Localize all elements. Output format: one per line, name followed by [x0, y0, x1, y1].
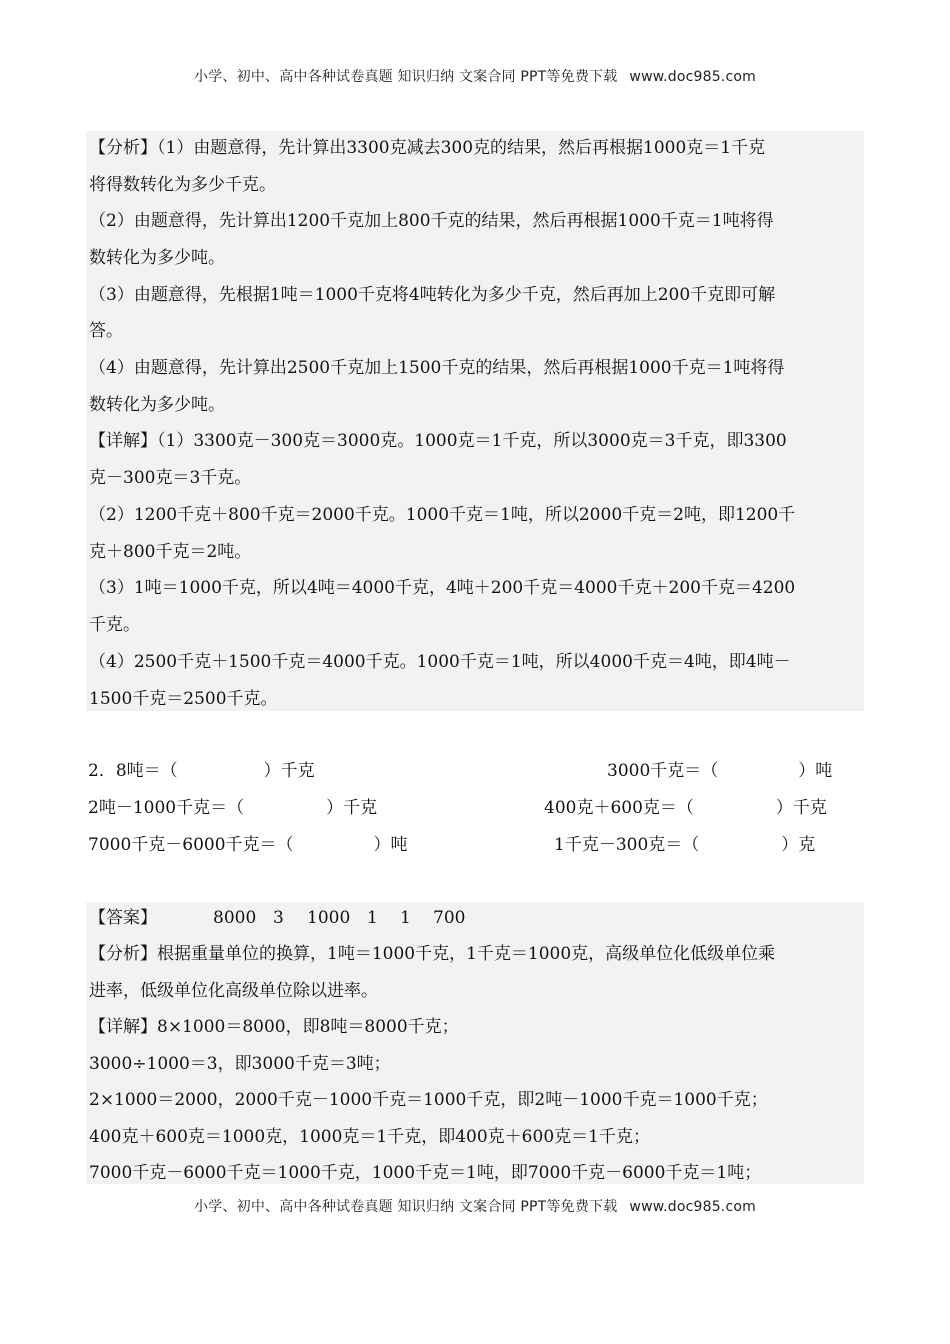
answer-value: 3 — [273, 908, 284, 928]
block2-line: 2×1000＝2000，2000千克－1000千克＝1000千克，即2吨－1000千克＝1000千克； — [89, 1090, 768, 1110]
block1-line: （2）由题意得，先计算出1200千克加上800千克的结果，然后再根据1000千克＝1吨将得 — [89, 211, 774, 231]
block1-line: （3）由题意得，先根据1吨＝1000千克将4吨转化为多少千克，然后再加上200千克即可解 — [89, 285, 776, 305]
footer-text: 小学、初中、高中各种试卷真题 知识归纳 文案合同 PPT等免费下载 — [194, 1199, 618, 1215]
question-right-1 — [607, 759, 832, 783]
block1-line: 千克。 — [89, 615, 140, 635]
block2-line: 【分析】根据重量单位的换算，1吨＝1000千克，1千克＝1000克，高级单位化低级单位乘 — [89, 944, 776, 964]
answer-line — [89, 906, 465, 930]
header-text: 小学、初中、高中各种试卷真题 知识归纳 文案合同 PPT等免费下载 — [194, 69, 618, 85]
answer-value: 8000 — [213, 908, 257, 928]
block1-line: 克－300克＝3千克。 — [89, 468, 252, 488]
block1-line: （2）1200千克＋800千克＝2000千克。1000千克＝1吨，所以2000千克＝2吨，即1200千 — [89, 505, 796, 525]
block2-line: 400克＋600克＝1000克，1000克＝1千克，即400克＋600克＝1千克； — [89, 1127, 650, 1147]
page-header — [0, 66, 950, 86]
question-left-3 — [88, 833, 408, 857]
block1-line: 1500千克＝2500千克。 — [89, 689, 278, 709]
question-text: 2吨－1000千克＝（ — [88, 798, 245, 818]
block2-line: 进率，低级单位化高级单位除以进率。 — [89, 981, 378, 1001]
question-unit: ）吨 — [798, 761, 833, 781]
question-text: 1千克－300克＝（ — [554, 835, 700, 855]
answer-value: 700 — [433, 908, 466, 928]
question-text: 400克＋600克＝（ — [544, 798, 694, 818]
block1-line: （4）由题意得，先计算出2500千克加上1500千克的结果，然后再根据1000千克＝1吨将得 — [89, 358, 785, 378]
question-left-1 — [88, 759, 315, 783]
question-unit: ）千克 — [775, 798, 827, 818]
block1-line: 答。 — [89, 321, 123, 341]
block1-line: （4）2500千克＋1500千克＝4000千克。1000千克＝1吨，所以4000千克＝4吨，即4吨－ — [89, 652, 791, 672]
block1-line: 数转化为多少吨。 — [89, 248, 225, 268]
question-unit: ）千克 — [326, 798, 378, 818]
block1-line: 【分析】（1）由题意得，先计算出3300克减去300克的结果，然后再根据1000克＝1千克 — [89, 138, 766, 158]
block1-line: （3）1吨＝1000千克，所以4吨＝4000千克，4吨＋200千克＝4000千克＋200千克＝4200 — [89, 578, 796, 598]
block2-line: 3000÷1000＝3，即3000千克＝3吨； — [89, 1054, 391, 1074]
page-footer — [0, 1196, 950, 1216]
answer-value: 1 — [367, 908, 378, 928]
question-text: 2．8吨＝（ — [88, 761, 178, 781]
block1-line: 数转化为多少吨。 — [89, 395, 225, 415]
answer-value: 1 — [400, 908, 411, 928]
answer-value: 1000 — [307, 908, 351, 928]
question-text: 7000千克－6000千克＝（ — [88, 835, 294, 855]
answer-label: 【答案】 — [89, 908, 157, 928]
question-unit: ）千克 — [263, 761, 315, 781]
question-left-2 — [88, 796, 377, 820]
footer-url[interactable]: www.doc985.com — [629, 1199, 756, 1215]
question-text: 3000千克＝（ — [607, 761, 719, 781]
header-url[interactable]: www.doc985.com — [629, 69, 756, 85]
question-unit: ）克 — [781, 835, 816, 855]
question-right-3 — [554, 833, 815, 857]
block1-line: 将得数转化为多少千克。 — [89, 175, 276, 195]
block1-line: 【详解】（1）3300克－300克＝3000克。1000克＝1千克，所以3000克＝3千克，即3300 — [89, 431, 787, 451]
block2-line: 【详解】8×1000＝8000，即8吨＝8000千克； — [89, 1017, 459, 1037]
block2-line: 7000千克－6000千克＝1000千克，1000千克＝1吨，即7000千克－6000千克＝1吨； — [89, 1163, 762, 1183]
question-right-2 — [544, 796, 827, 820]
block1-line: 克＋800千克＝2吨。 — [89, 542, 252, 562]
question-unit: ）吨 — [373, 835, 408, 855]
